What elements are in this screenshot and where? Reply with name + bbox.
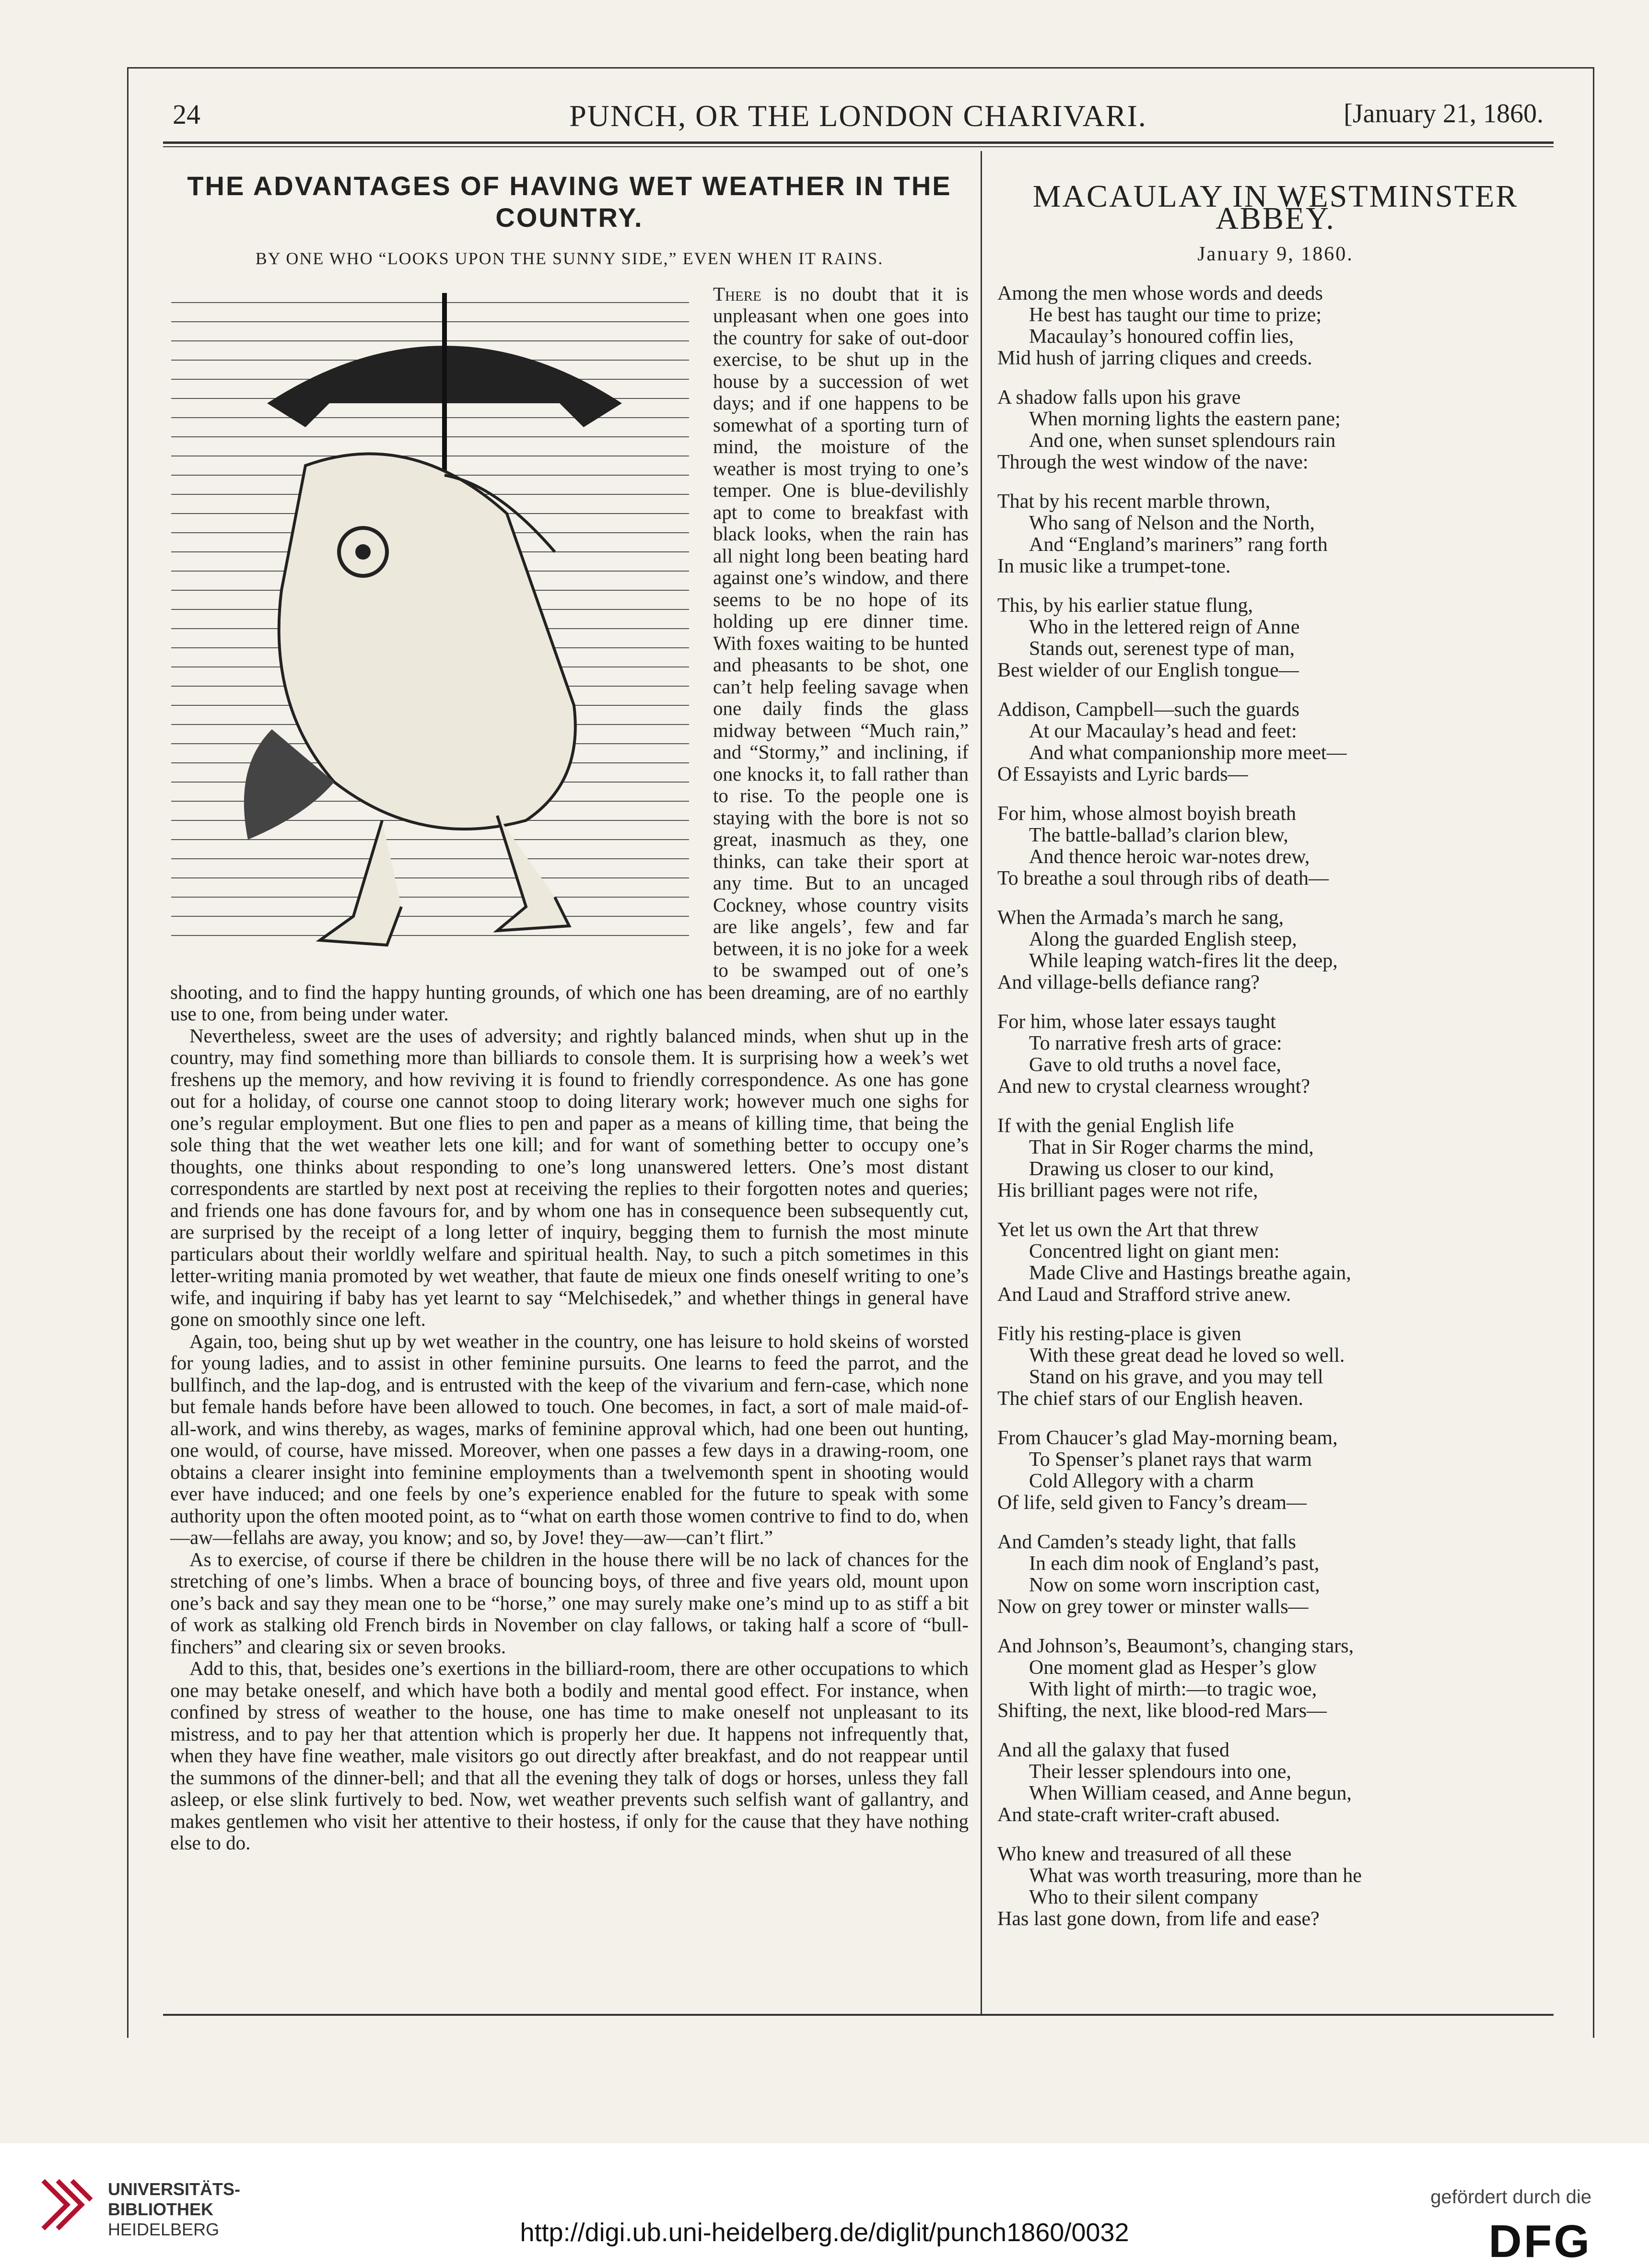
left-frame-rule — [127, 67, 129, 2038]
poem-stanza — [997, 283, 1554, 369]
fish-figure — [244, 454, 575, 945]
poem-line: Stand on his grave, and you may tell — [1029, 1366, 1323, 1388]
poem-stanza — [997, 1531, 1554, 1618]
poem-title: MACAULAY IN WESTMINSTER ABBEY. — [1032, 179, 1519, 236]
poem-line: The chief stars of our English heaven. — [997, 1387, 1303, 1410]
funder-text: gefördert durch die — [1430, 2186, 1591, 2208]
poem-line: And one, when sunset splendours rain — [1029, 429, 1336, 452]
header-rule-thin — [163, 146, 1554, 147]
poem-stanza — [997, 1740, 1554, 1826]
poem-stanza — [997, 907, 1554, 994]
poem-stanza — [997, 1115, 1554, 1202]
poem-line: Made Clive and Hastings breathe again, — [1029, 1262, 1351, 1284]
poem-line: While leaping watch-fires lit the deep, — [1029, 949, 1338, 972]
poem-stanza — [997, 1219, 1554, 1306]
poem-line: And Johnson’s, Beaumont’s, changing stars, — [997, 1635, 1354, 1657]
poem-line: Among the men whose words and deeds — [997, 282, 1323, 304]
poem-line: A shadow falls upon his grave — [997, 386, 1241, 409]
poem-line: Who to their silent company — [1029, 1886, 1259, 1908]
fish-umbrella-illustration — [162, 283, 699, 967]
poem-stanza — [997, 595, 1554, 681]
column-divider — [981, 151, 982, 2014]
poem-line: With these great dead he loved so well. — [1029, 1344, 1345, 1367]
poem-line: For him, whose later essays taught — [997, 1010, 1276, 1033]
poem-line: Through the west window of the nave: — [997, 451, 1309, 473]
poem-date: January 9, 1860. — [1197, 243, 1354, 265]
poem-line: The battle-ballad’s clarion blew, — [1029, 824, 1288, 846]
poem-line: That in Sir Roger charms the mind, — [1029, 1136, 1314, 1158]
dfg-logo: DFG — [1488, 2216, 1591, 2267]
page-number: 24 — [173, 99, 200, 130]
poem-stanza — [997, 699, 1554, 785]
poem-line: For him, whose almost boyish breath — [997, 802, 1296, 825]
poem-line: That by his recent marble thrown, — [997, 490, 1271, 513]
poem-line: Of life, seld given to Fancy’s dream— — [997, 1491, 1307, 1514]
poem-line: With light of mirth:—to tragic woe, — [1029, 1678, 1317, 1700]
poem-line: To narrative fresh arts of grace: — [1029, 1032, 1282, 1054]
bottom-rule — [163, 2014, 1554, 2016]
header-rule-thick — [163, 141, 1554, 144]
poem-line: And thence heroic war-notes drew, — [1029, 845, 1310, 868]
poem-stanza — [997, 1636, 1554, 1722]
poem-line: Now on grey tower or minster walls— — [997, 1595, 1309, 1618]
poem-stanza — [997, 803, 1554, 889]
poem-line: When William ceased, and Anne begun, — [1029, 1782, 1352, 1804]
poem-line: And all the galaxy that fused — [997, 1739, 1230, 1761]
poem-line: Drawing us closer to our kind, — [1029, 1157, 1274, 1180]
poem-line: Concentred light on giant men: — [1029, 1240, 1280, 1263]
article-paragraph: There is no doubt that it is unpleasant when one goes into the country for sake of out-door exercise, to be shut up in the house by a succession of wet days; and if one happens to be somewhat of a sporting turn of mind, the moisture of the weather is most trying to one’s temper. One is blue-devilishly apt to come to breakfast with black looks, when the rain has all night long been beating hard against one’s window, and there seems to be no hope of its holding up ere dinner time. With foxes waiting to be hunted and pheasants to be shot, one can’t help feeling savage when one daily finds the glass midway between “Much rain,” and “Stormy,” and inclining, if one knocks it, to fall rather than to rise. To the people one is staying with the bore is not so great, inasmuch as they, one thinks, can take their sport at any time. But to an uncaged Cockney, whose country visits are like angels’, few and far between, it is no joke for a week to be swamped out of one’s shooting, and to find the happy hunting grounds, of which one has been dreaming, are of no earthly use to one, from being under water. — [170, 282, 969, 1025]
article-paragraph: Add to this, that, besides one’s exertions in the billiard-room, there are other occupations to which one may betake oneself, and which have both a bodily and mental good effect. For instance, when confined by stress of weather to the house, one has time to make oneself not unpleasant to its mistress, and to pay her that attention which is properly her due. It happens not infrequently that, when they have fine weather, male visitors go out directly after breakfast, and do not reappear until the summons of the dinner-bell; and that all the evening they talk of dogs or horses, unless they fall asleep, or else slink furtively to bed. Now, wet weather prevents such selfish want of gallantry, and makes gentlemen who visit her attentive to their hostess, if only for the cause that they have nothing else to do. — [170, 1657, 969, 1854]
article-byline: BY ONE WHO “LOOKS UPON THE SUNNY SIDE,” EVEN WHEN IT RAINS. — [255, 249, 884, 268]
top-frame-rule — [127, 67, 1594, 69]
poem-stanza — [997, 1323, 1554, 1410]
poem-line: When the Armada’s march he sang, — [997, 906, 1284, 929]
poem-stanzas — [997, 283, 1554, 1930]
poem-line: Who in the lettered reign of Anne — [1029, 616, 1300, 638]
poem-line: Cold Allegory with a charm — [1029, 1470, 1254, 1492]
dropcap-word: There — [713, 282, 761, 305]
poem-line: He best has taught our time to prize; — [1029, 304, 1322, 326]
running-title: PUNCH, OR THE LONDON CHARIVARI. — [569, 99, 1147, 133]
poem-line: And new to crystal clearness wrought? — [997, 1075, 1310, 1098]
poem-stanza — [997, 1011, 1554, 1098]
poem-line: To breathe a soul through ribs of death— — [997, 867, 1329, 889]
poem-line: Has last gone down, from life and ease? — [997, 1907, 1320, 1930]
poem-stanza — [997, 491, 1554, 577]
poem-line: From Chaucer’s glad May-morning beam, — [997, 1426, 1338, 1449]
poem-line: And Camden’s steady light, that falls — [997, 1531, 1296, 1553]
poem-line: Best wielder of our English tongue— — [997, 659, 1299, 681]
article-paragraph: As to exercise, of course if there be children in the house there will be no lack of chances for the stretching of one’s limbs. When a brace of bouncing boys, of three and five years old, mount upon one’s back and say they mean one to be “horse,” one may surely make one’s mind up to as stiff a bit of work as stalking old French birds in November on clay fallows, or taking half a score of “bull-finchers” and clearing six or seven brooks. — [170, 1548, 969, 1658]
poem-line: Mid hush of jarring cliques and creeds. — [997, 347, 1312, 369]
page-header — [163, 98, 1553, 137]
poem-line: His brilliant pages were not rife, — [997, 1179, 1258, 1202]
poem-line: Stands out, serenest type of man, — [1029, 637, 1295, 660]
poem-line: Of Essayists and Lyric bards— — [997, 763, 1248, 785]
poem-line: This, by his earlier statue flung, — [997, 594, 1253, 617]
document-url-link[interactable]: http://digi.ub.uni-heidelberg.de/diglit/punch1860/0032 — [520, 2218, 1129, 2247]
poem-line: When morning lights the eastern pane; — [1029, 408, 1341, 430]
poem-line: Macaulay’s honoured coffin lies, — [1029, 325, 1294, 348]
poem-line: In music like a trumpet-tone. — [997, 555, 1231, 577]
poem-line: Who sang of Nelson and the North, — [1029, 512, 1315, 534]
library-name: UNIVERSITÄTS- BIBLIOTHEK HEIDELBERG — [108, 2179, 241, 2239]
poem-line: In each dim nook of England’s past, — [1029, 1552, 1320, 1575]
poem-line: Shifting, the next, like blood-red Mars— — [997, 1699, 1327, 1722]
poem-line: Who knew and treasured of all these — [997, 1843, 1292, 1865]
poem-line: Now on some worn inscription cast, — [1029, 1574, 1320, 1596]
poem-line: Gave to old truths a novel face, — [1029, 1053, 1281, 1076]
poem-line: And village-bells defiance rang? — [997, 971, 1260, 994]
poem-line: Fitly his resting-place is given — [997, 1322, 1241, 1345]
poem-line: And state-craft writer-craft abused. — [997, 1803, 1280, 1826]
poem-line: Yet let us own the Art that threw — [997, 1218, 1259, 1241]
poem-stanza — [997, 1427, 1554, 1514]
poem-line: Addison, Campbell—such the guards — [997, 698, 1299, 721]
poem-line: And Laud and Strafford strive anew. — [997, 1283, 1291, 1306]
article-paragraph: Nevertheless, sweet are the uses of adversity; and rightly balanced minds, when shut up in the country, may find something more than billiards to console them. It is surprising how a week’s wet freshens up the memory, and how reviving it is found to friendly correspondence. As one has gone out for a holiday, of course one cannot stoop to doing literary work; however much one sighs for one’s regular employment. But one flies to pen and paper as a means of killing time, that being the sole thing that the wet weather lets one kill; and for want of something better to occupy one’s thoughts, one thinks about responding to one’s long unanswered letters. One’s most distant correspondents are startled by next post at receiving the replies to their forgotten notes and queries; and friends one has done favours for, and by whom one has in consequence been subsequently cut, are surprised by the receipt of a long letter of inquiry, begging them to furnish the most minute particulars about their worldly welfare and spiritual health. Nay, to such a pitch sometimes in this letter-writing mania promoted by wet weather, that faute de mieux one finds oneself writing to one’s wife, and inquiring if baby has yet learnt to say “Melchisedek,” and whether things in general have gone on smoothly since one left. — [170, 1024, 969, 1330]
poem-line: At our Macaulay’s head and feet: — [1029, 720, 1297, 742]
poem-line: Their lesser splendours into one, — [1029, 1760, 1292, 1783]
issue-date: [January 21, 1860. — [1344, 99, 1544, 129]
poem-line: If with the genial English life — [997, 1114, 1234, 1137]
poem-stanza — [997, 1844, 1554, 1930]
poem-line: To Spenser’s planet rays that warm — [1029, 1448, 1312, 1471]
poem-line: And “England’s mariners” rang forth — [1029, 533, 1328, 556]
poem-line: One moment glad as Hesper’s glow — [1029, 1656, 1317, 1679]
poem-line: Along the guarded English steep, — [1029, 928, 1297, 950]
poem-column — [997, 151, 1554, 1948]
article-paragraph: Again, too, being shut up by wet weather in the country, one has leisure to hold skeins of worsted for young ladies, and to assist in other feminine pursuits. One learns to feed the parrot, and the bullfinch, and the lap-dog, and is entrusted with the keep of the vivarium and fern-case, which none but female hands before have been allowed to touch. One becomes, in fact, a sort of male maid-of-all-work, and wins thereby, as wages, marks of feminine approval which, had one been out hunting, one would, of course, have missed. Moreover, when one passes a few days in a drawing-room, one obtains a clearer insight into feminine employments than a twelvemonth spent in shooting would ever have induced; and one feels by one’s experience enabled for the future to speak with some authority upon the often mooted point, as to “what on earth those women contrive to find to do, when—aw—fellahs are away, you know; and so, by Jove! they—aw—can’t flirt.” — [170, 1330, 969, 1548]
poem-stanza — [997, 387, 1554, 473]
digitization-footer — [0, 2143, 1649, 2265]
poem-line: What was worth treasuring, more than he — [1029, 1864, 1362, 1887]
poem-line: And what companionship more meet— — [1029, 741, 1347, 764]
article-column — [170, 151, 969, 1854]
right-frame-rule — [1593, 67, 1594, 2038]
article-title: THE ADVANTAGES OF HAVING WET WEATHER IN THE COUNTRY. — [187, 171, 952, 233]
